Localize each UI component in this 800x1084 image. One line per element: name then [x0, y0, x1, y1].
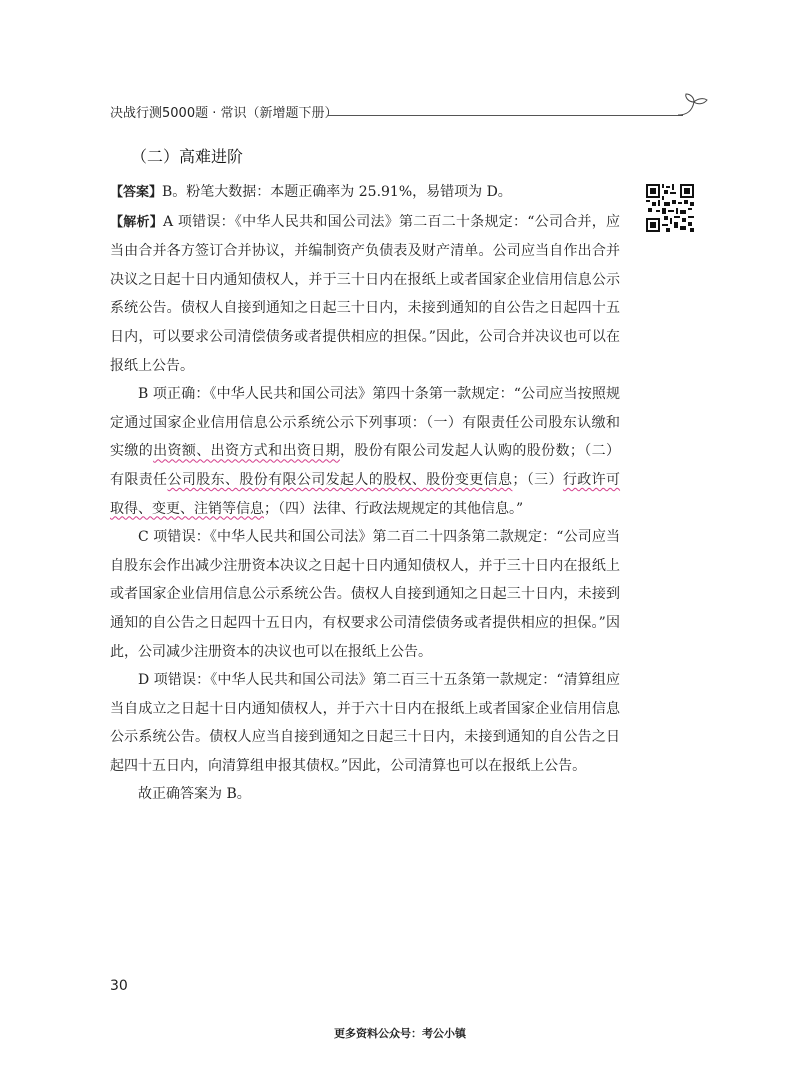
- answer-paragraph: [110, 178, 620, 208]
- qr-code-icon[interactable]: [646, 184, 694, 232]
- analysis-label: 【解析】: [110, 214, 164, 230]
- highlight-capital-contribution: 出资额、出资方式和出资日期: [153, 443, 340, 460]
- analysis-paragraph-d: D 项错误：《中华人民共和国公司法》第二百三十五条第一款规定：“清算组应当自成立之日起十日内通知债权人，并于六十日内在报纸上或者国家企业信用信息公示系统公告。债权人应当自接到通知之日起三十日内，未接到通知的自公告之日起四十五日内，向清算组申报其债权。”因此，公司清算也可以在报纸上公告。: [110, 672, 620, 774]
- analysis-paragraph-c: C 项错误：《中华人民共和国公司法》第二百二十四条第二款规定：“公司应当自股东会作出减少注册资本决议之日起十日内通知债权人，并于三十日内在报纸上或者国家企业信用信息公示系统公告。债权人自接到通知之日起三十日内，未接到通知的自公告之日起四十五日内，有权要求公司清偿债务或者提供相应的担保。”因此，公司减少注册资本的决议也可以在报纸上公告。: [110, 529, 620, 660]
- page-number: 30: [110, 978, 128, 994]
- analysis-b-text-4: ；（四）法律、行政法规规定的其他信息。”: [264, 500, 524, 517]
- header-rule: [328, 115, 683, 116]
- conclusion-paragraph: 故正确答案为 B。: [138, 786, 251, 803]
- highlight-equity-change: 公司股东、股份有限公司发起人的股权、股份变更信息: [167, 471, 513, 488]
- analysis-paragraph-a: [110, 208, 620, 381]
- explanation-body: [110, 178, 620, 809]
- answer-label: 【答案】: [110, 185, 163, 200]
- analysis-a-text: A 项错误：《中华人民共和国公司法》第二百二十条规定：“公司合并，应当由合并各方签订合并协议，并编制资产负债表及财产清单。公司应当自作出合并决议之日起十日内通知债权人，并于三十日内在报纸上或者国家企业信用信息公示系统公告。债权人自接到通知之日起三十日内，未接到通知的自公告之日起四十五日内，可以要求公司清偿债务或者提供相应的担保。”因此，公司合并决议也可以在报纸上公告。: [110, 213, 620, 374]
- footer-note: 更多资料公众号：考公小镇: [334, 1027, 466, 1040]
- book-title: 决战行测5000题 · 常识（新增题下册）: [110, 106, 338, 121]
- highlight-administrative-license: 行政许可取得、变更、注销等信息: [110, 471, 621, 517]
- analysis-b-text-1: B 项正确：《中华人民共和国公司法》第四十条第一款规定：“公司应当按照规定通过国家企业信用信息公示系统公示下列事项：（一）有限责任公司股东认缴和实缴的: [110, 386, 620, 460]
- section-title: （二）高难进阶: [131, 147, 244, 166]
- analysis-b-text-2: ，股份有限公司发起人认购的股份数；（二）有限责任: [110, 443, 621, 488]
- running-header: [110, 104, 700, 134]
- analysis-b-text-3: ；（三）: [512, 471, 563, 488]
- answer-text: B。粉笔大数据：本题正确率为 25.91%，易错项为 D。: [162, 184, 512, 200]
- sprout-icon: [676, 90, 710, 120]
- analysis-paragraph-b: [110, 380, 620, 523]
